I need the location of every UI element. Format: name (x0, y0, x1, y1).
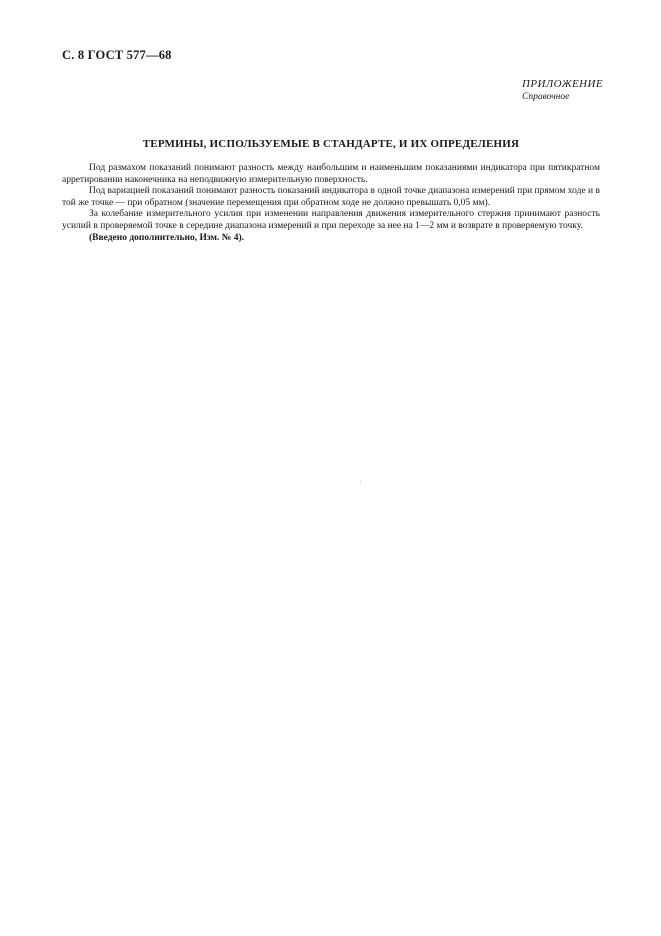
appendix-type: Справочное (522, 92, 570, 102)
paragraph-variation-definition: Под вариацией показаний понимают разность показаний индикатора в одной точке диапазона измерений при прямом ходе и в той же точке — при обратном (значение перемещения при обратном ходе не должно превышать 0,05 мм). (62, 186, 600, 208)
appendix-block (522, 78, 603, 104)
section-title: ТЕРМИНЫ, ИСПОЛЬЗУЕМЫЕ В СТАНДАРТЕ, И ИХ ОПРЕДЕЛЕНИЯ (142, 138, 520, 150)
page-header: С. 8 ГОСТ 577—68 (62, 48, 172, 62)
paragraph-force-fluctuation-definition: За колебание измерительного усилия при изменении направления движения измерительного стержня принимают разность усилий в проверяемой точке в середине диапазона измерений и при переходе за нее на 1—2 мм и возврате в проверяемую точку. (62, 209, 600, 231)
scan-speck (360, 481, 361, 482)
amendment-note: (Введено дополнительно, Изм. № 4). (89, 232, 244, 243)
body-text (62, 163, 600, 244)
appendix-label: ПРИЛОЖЕНИЕ (522, 78, 603, 90)
paragraph-range-definition: Под размахом показаний понимают разность между наибольшим и наименьшим показаниями индикатора при пятикратном арретировании наконечника на неподвижную измерительную поверхность. (62, 163, 600, 185)
